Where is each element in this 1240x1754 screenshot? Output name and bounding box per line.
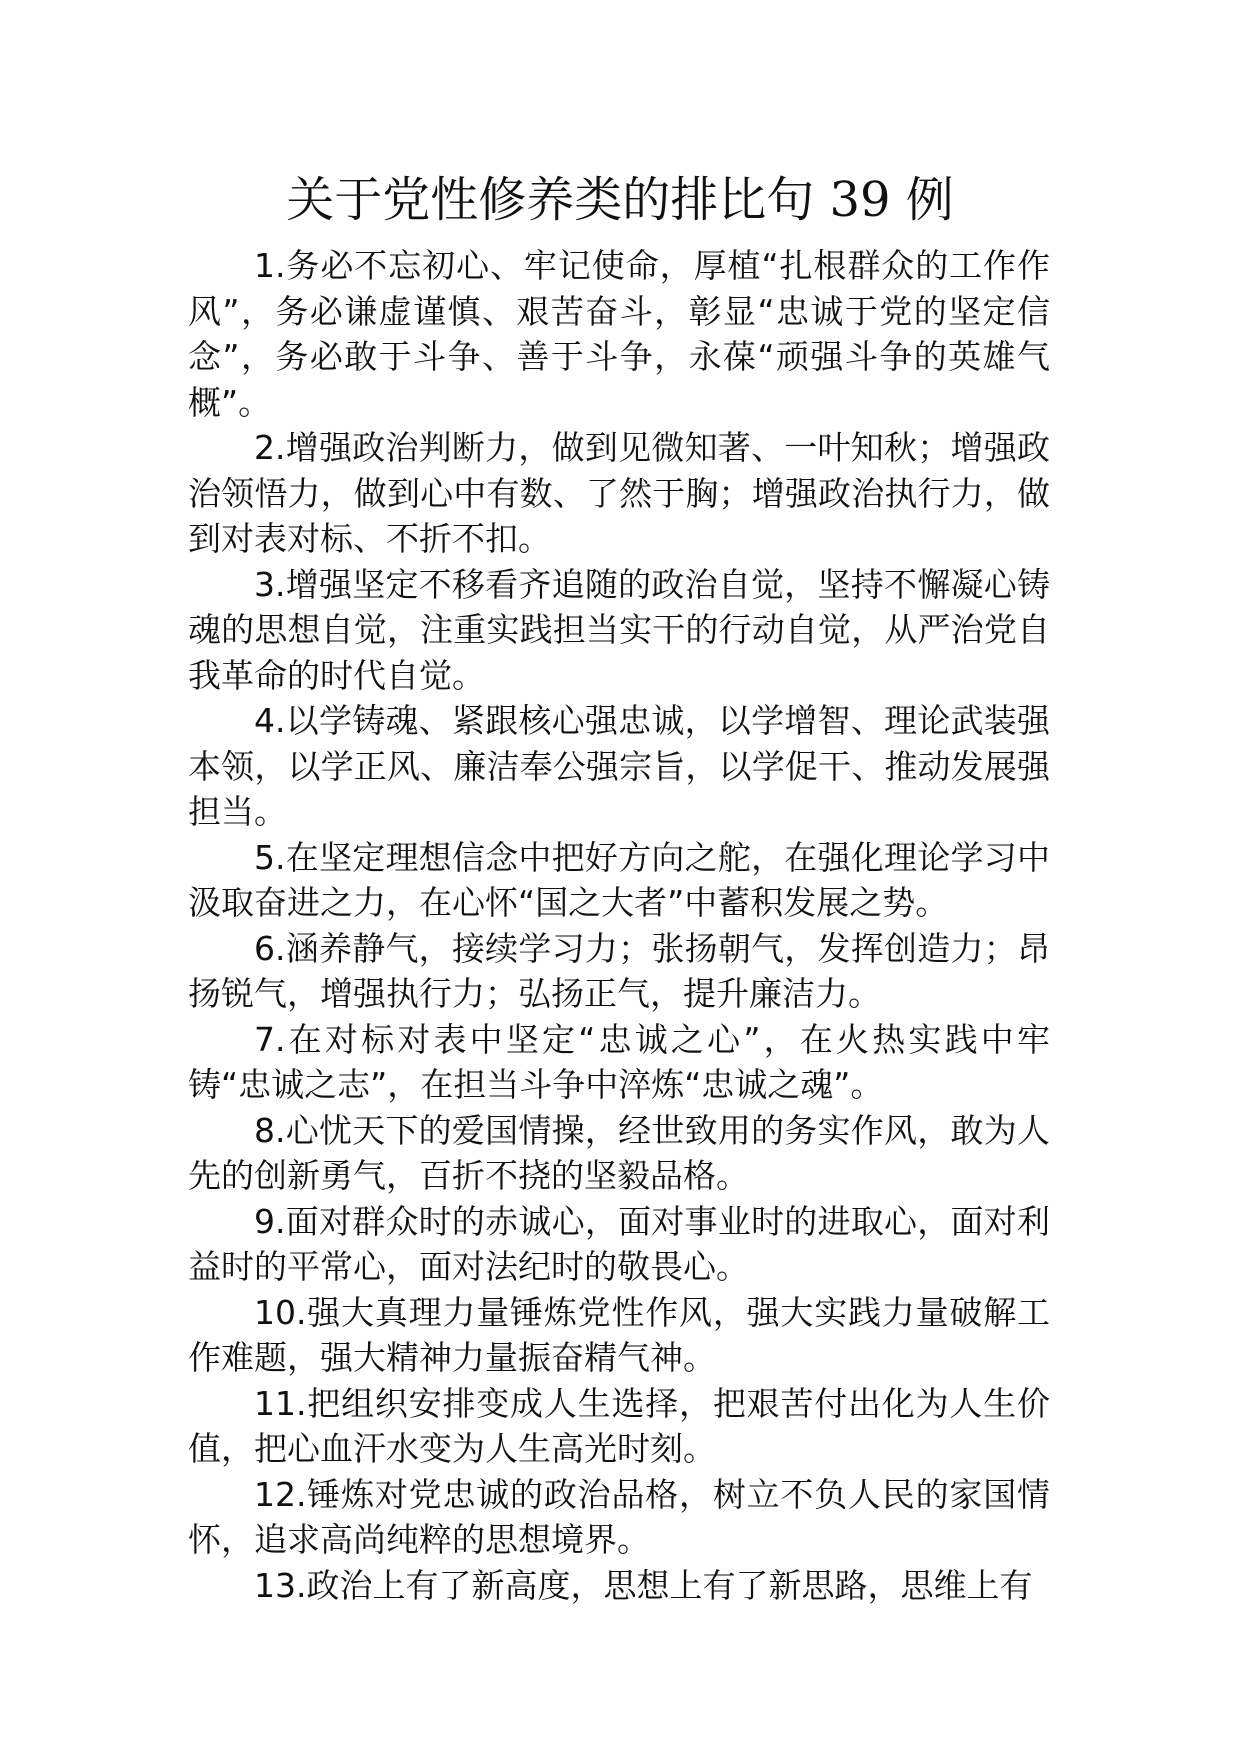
paragraph-11: 11.把组织安排变成人生选择，把艰苦付出化为人生价值，把心血汗水变为人生高光时刻。	[188, 1383, 1050, 1468]
paragraph-9: 9.面对群众时的赤诚心，面对事业时的进取心，面对利益时的平常心，面对法纪时的敬畏心。	[188, 1201, 1050, 1286]
paragraph-6: 6.涵养静气，接续学习力；张扬朝气，发挥创造力；昂扬锐气，增强执行力；弘扬正气，提升廉洁力。	[188, 928, 1050, 1013]
paragraph-12: 12.锤炼对党忠诚的政治品格，树立不负人民的家国情怀，追求高尚纯粹的思想境界。	[188, 1474, 1050, 1559]
paragraph-8: 8.心忧天下的爱国情操，经世致用的务实作风，敢为人先的创新勇气，百折不挠的坚毅品格。	[188, 1110, 1050, 1195]
paragraph-2: 2.增强政治判断力，做到见微知著、一叶知秋；增强政治领悟力，做到心中有数、了然于胸；增强政治执行力，做到对表对标、不折不扣。	[188, 428, 1050, 558]
paragraph-7: 7.在对标对表中坚定“忠诚之心”，在火热实践中牢铸“忠诚之志”，在担当斗争中淬炼“忠诚之魂”。	[188, 1019, 1050, 1104]
paragraph-10: 10.强大真理力量锤炼党性作风，强大实践力量破解工作难题，强大精神力量振奋精气神。	[188, 1292, 1050, 1377]
paragraph-3: 3.增强坚定不移看齐追随的政治自觉，坚持不懈凝心铸魂的思想自觉，注重实践担当实干的行动自觉，从严治党自我革命的时代自觉。	[188, 564, 1050, 695]
document-body	[188, 243, 1050, 1608]
paragraph-13: 13.政治上有了新高度，思想上有了新思路，思维上有	[254, 1565, 1033, 1605]
paragraph-5: 5.在坚定理想信念中把好方向之舵，在强化理论学习中汲取奋进之力，在心怀“国之大者”中蓄积发展之势。	[188, 837, 1050, 922]
paragraph-1: 1.务必不忘初心、牢记使命，厚植“扎根群众的工作作风”，务必谦虚谨慎、艰苦奋斗，彰显“忠诚于党的坚定信念”，务必敢于斗争、善于斗争，永葆“顽强斗争的英雄气概”。	[188, 246, 1050, 422]
document-title: 关于党性修养类的排比句 39 例	[286, 172, 954, 228]
paragraph-4: 4.以学铸魂、紧跟核心强忠诚，以学增智、理论武装强本领，以学正风、廉洁奉公强宗旨，以学促干、推动发展强担当。	[188, 701, 1050, 831]
